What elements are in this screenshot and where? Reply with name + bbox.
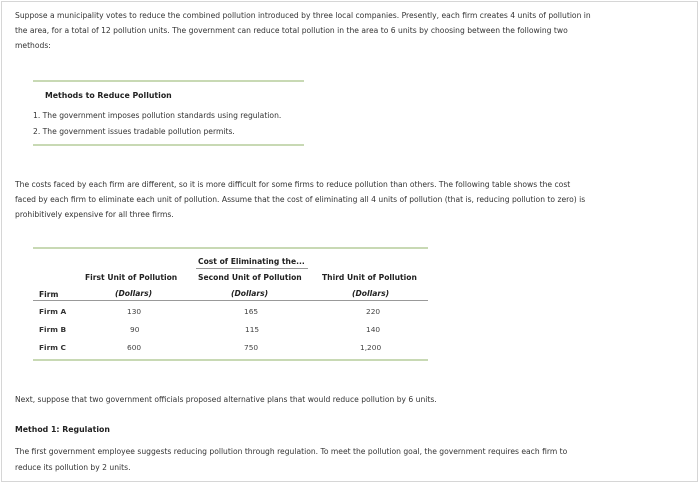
- method1-line-1: The first government employee suggests reducing pollution through regulation. To meet the pollution goal, the government requires each firm to: [15, 447, 568, 456]
- methods-top-rule: [33, 80, 304, 82]
- intro-line-3: methods:: [15, 41, 51, 50]
- row-firm-c-second: 750: [244, 343, 259, 352]
- next-paragraph: Next, suppose that two government officials proposed alternative plans that would reduce pollution by 6 units.: [15, 395, 437, 404]
- col-third-label: Third Unit of Pollution: [322, 273, 417, 282]
- row-firm-a-label: Firm A: [39, 307, 67, 316]
- group-header: Cost of Eliminating the...: [198, 257, 305, 266]
- costs-line-2: faced by each firm to eliminate each unit of pollution. Assume that the cost of eliminating all 4 units of pollution (that is, reducing pollution to zero) is: [15, 195, 586, 204]
- methods-bottom-rule: [33, 144, 304, 146]
- col-second-unit: (Dollars): [231, 289, 269, 298]
- row-firm-c-third: 1,200: [360, 343, 382, 352]
- col-second-label: Second Unit of Pollution: [198, 273, 302, 282]
- method-item-2: 2. The government issues tradable pollution permits.: [33, 127, 235, 136]
- row-header-firm: Firm: [39, 290, 59, 299]
- table-top-rule: [33, 247, 428, 249]
- col-first-unit: (Dollars): [115, 289, 153, 298]
- row-firm-b-third: 140: [366, 325, 381, 334]
- methods-title: Methods to Reduce Pollution: [45, 91, 172, 100]
- row-firm-c-first: 600: [127, 343, 142, 352]
- costs-line-1: The costs faced by each firm are different, so it is more difficult for some firms to reduce pollution than others. The following table shows the cost: [15, 180, 571, 189]
- method-item-1: 1. The government imposes pollution standards using regulation.: [33, 111, 282, 120]
- row-firm-b-label: Firm B: [39, 325, 67, 334]
- row-firm-b-first: 90: [130, 325, 140, 334]
- page-frame: [1, 1, 698, 482]
- row-firm-a-first: 130: [127, 307, 142, 316]
- row-firm-b-second: 115: [245, 325, 260, 334]
- col-third-unit: (Dollars): [352, 289, 390, 298]
- group-header-underline: [196, 268, 308, 269]
- row-firm-c-label: Firm C: [39, 343, 66, 352]
- row-firm-a-second: 165: [244, 307, 259, 316]
- method1-heading: Method 1: Regulation: [15, 425, 110, 434]
- method1-line-2: reduce its pollution by 2 units.: [15, 463, 131, 472]
- intro-line-2: the area, for a total of 12 pollution units. The government can reduce total pollution in the area to 6 units by choosing between the following two: [15, 26, 568, 35]
- intro-line-1: Suppose a municipality votes to reduce the combined pollution introduced by three local companies. Presently, each firm creates 4 units of pollution in: [15, 11, 591, 20]
- row-firm-a-third: 220: [366, 307, 381, 316]
- table-bottom-rule: [33, 359, 428, 361]
- header-divider: [33, 300, 428, 301]
- col-first-label: First Unit of Pollution: [85, 273, 178, 282]
- costs-line-3: prohibitively expensive for all three firms.: [15, 210, 174, 219]
